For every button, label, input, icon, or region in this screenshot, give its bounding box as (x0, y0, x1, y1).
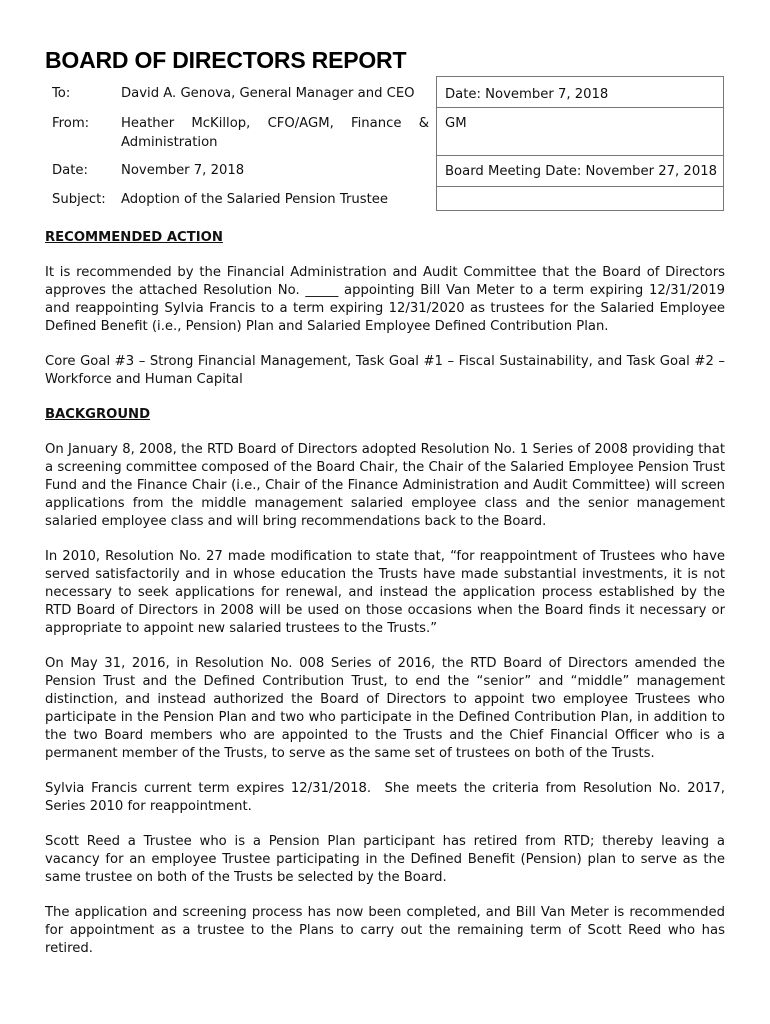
background-paragraph-5: Scott Reed a Trustee who is a Pension Plan participant has retired from RTD; thereby leaving a vacancy for an employee Trustee participating in the Defined Benefit (Pension) plan to serve as the same trustee on both of the Trusts be selected by the Board. (45, 834, 725, 885)
info-box (436, 76, 724, 211)
to-label: To: (52, 86, 71, 101)
recommended-action-paragraph: It is recommended by the Financial Administration and Audit Committee that the Board of Directors approves the attached Resolution No. _____ appointing Bill Van Meter to a term expiring 12/31/2019 and reappointing Sylvia Francis to a term expiring 12/31/2020 as trustees for the Salaried Employee Defined Benefit (i.e., Pension) Plan and Salaried Employee Defined Contribution Plan. (45, 265, 725, 334)
date-value: November 7, 2018 (121, 163, 245, 178)
to-value: David A. Genova, General Manager and CEO (121, 86, 415, 101)
background-paragraph-4: Sylvia Francis current term expires 12/31/2018. She meets the criteria from Resolution No. 2017, Series 2010 for reappointment. (45, 781, 730, 814)
info-box-blank (437, 187, 723, 210)
background-paragraph-6: The application and screening process has now been completed, and Bill Van Meter is recommended for appointment as a trustee to the Plans to carry out the remaining term of Scott Reed who has retired. (45, 905, 725, 956)
recommended-action-heading: RECOMMENDED ACTION (45, 230, 223, 245)
info-box-date: Date: November 7, 2018 (437, 77, 723, 108)
report-title: BOARD OF DIRECTORS REPORT (45, 47, 407, 73)
from-value: Heather McKillop, CFO/AGM, Finance & Administration (121, 116, 429, 150)
subject-label: Subject: (52, 192, 106, 207)
subject-value: Adoption of the Salaried Pension Trustee (121, 192, 389, 207)
from-label: From: (52, 116, 90, 131)
date-label: Date: (52, 163, 88, 178)
background-paragraph-3: On May 31, 2016, in Resolution No. 008 Series of 2016, the RTD Board of Directors amended the Pension Trust and the Defined Contribution Trust, to end the “senior” and “middle” management distinction, and instead authorized the Board of Directors to appoint two employee Trustees who participate in the Pension Plan and two who participate in the Defined Contribution Plan, in addition to the two Board members who are appointed to the Trusts and the Chief Financial Officer who is a permanent member of the Trusts, to serve as the same set of trustees on both of the Trusts. (45, 656, 725, 761)
core-goals-paragraph: Core Goal #3 – Strong Financial Management, Task Goal #1 – Fiscal Sustainability, and Task Goal #2 – Workforce and Human Capital (45, 354, 725, 387)
report-body (45, 229, 730, 975)
info-box-department: GM (437, 108, 723, 156)
background-paragraph-2: In 2010, Resolution No. 27 made modification to state that, “for reappointment of Trustees who have served satisfactorily and in whose education the Trusts have made substantial investments, it is not necessary to seek applications for renewal, and instead the application process established by the RTD Board of Directors in 2008 will be used on those occasions when the Board finds it necessary or appropriate to appoint new salaried trustees to the Trusts.” (45, 549, 725, 636)
background-paragraph-1: On January 8, 2008, the RTD Board of Directors adopted Resolution No. 1 Series of 2008 providing that a screening committee composed of the Board Chair, the Chair of the Salaried Employee Pension Trust Fund and the Finance Chair (i.e., Chair of the Finance Administration and Audit Committee) will screen applications from the middle management salaried employee class and the senior management salaried employee class and will bring recommendations back to the Board. (45, 442, 725, 529)
background-heading: BACKGROUND (45, 407, 151, 422)
info-box-board-meeting-date: Board Meeting Date: November 27, 2018 (437, 156, 723, 187)
